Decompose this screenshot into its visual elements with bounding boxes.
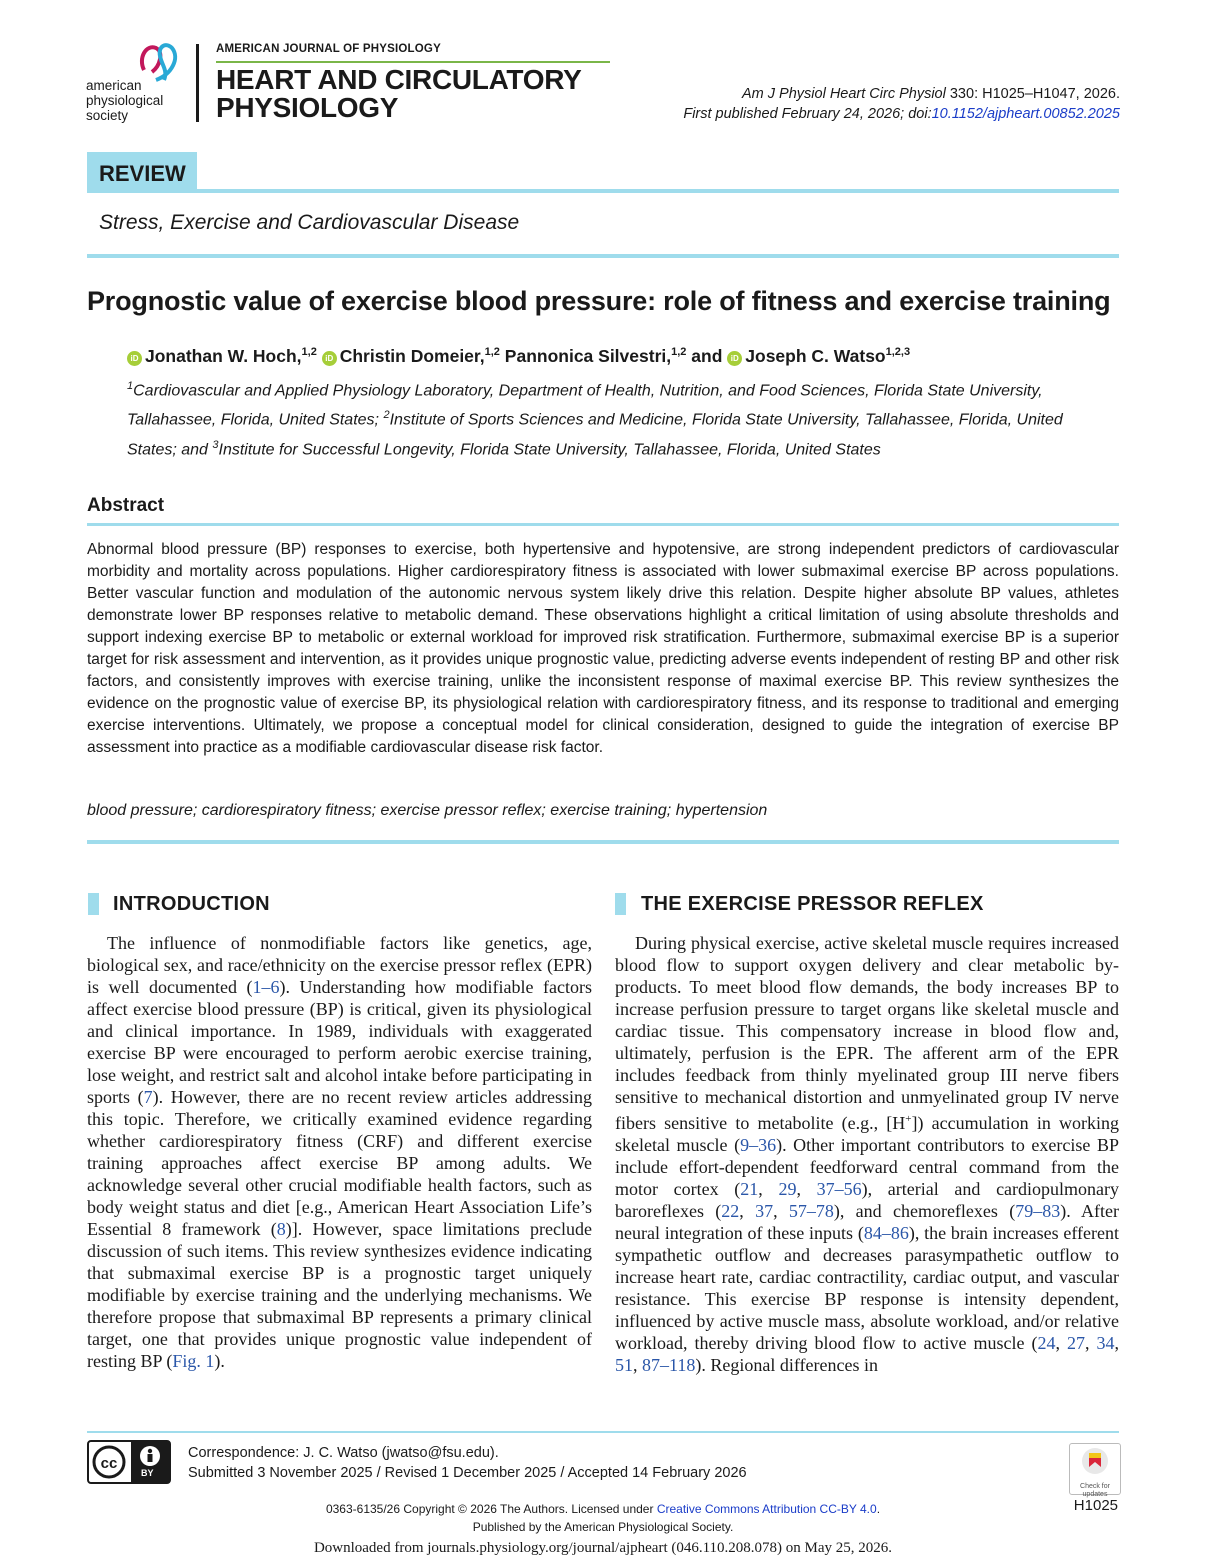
body-text: The influence of nonmodifiable factors like genetics, age, biological sex, and race/ethnicity on the exercise pressor reflex (EPR) is well documented ( <box>87 933 592 997</box>
copyright-period: . <box>876 1502 881 1516</box>
section-heading-introduction: INTRODUCTION <box>113 893 270 915</box>
body-text: )]. However, space limitations preclude discussion of such items. This review synthesizes evidence indicating that submaximal exercise BP is a prognostic target uniquely modifiable by exercise training and the underlying mechanisms. We therefore propose that submaximal BP represents a primary clinical target, one that provides unique prognostic value independent of resting BP ( <box>87 1219 592 1371</box>
header-divider <box>196 44 199 122</box>
body-text: , <box>773 1201 789 1221</box>
author-affil-sup: 1,2,3 <box>885 346 911 359</box>
reference-link[interactable]: 27 <box>1067 1333 1085 1353</box>
crossmark-label: Check for updates <box>1080 1483 1110 1498</box>
download-stamp: Downloaded from journals.physiology.org/journal/ajpheart (046.110.208.078) on May 25, 2026. <box>313 1540 893 1556</box>
submission-dates: Submitted 3 November 2025 / Revised 1 December 2025 / Accepted 14 February 2026 <box>188 1465 747 1481</box>
body-text: , <box>739 1201 756 1221</box>
reference-link[interactable]: 51 <box>615 1355 633 1375</box>
keywords: blood pressure; cardiorespiratory fitness; exercise pressor reflex; exercise training; hypertension <box>87 802 768 819</box>
exercise-pressor-reflex-text <box>615 932 1119 1376</box>
affil-sup: 2 <box>383 409 390 422</box>
society-name-line: society <box>86 108 129 123</box>
reference-link[interactable]: 1–6 <box>252 977 280 997</box>
body-text: ]) accumulation in working skeletal muscle ( <box>615 1113 1119 1155</box>
body-text: ). However, there are no recent review articles addressing this topic. Therefore, we critically examined evidence regarding whether cardiorespiratory fitness (CRF) and different exercise training approaches affect exercise BP among adults. We acknowledge several other crucial modifiable health factors, such as body weight status and diet [e.g., American Heart Association Life’s Essential 8 framework ( <box>87 1087 592 1239</box>
reference-link[interactable]: 79–83 <box>1015 1201 1061 1221</box>
affiliation: Institute for Successful Longevity, Florida State University, Tallahassee, Florida, United States <box>218 440 881 458</box>
body-text: , <box>758 1179 779 1199</box>
affil-sup: 1 <box>127 380 134 392</box>
reference-link[interactable]: 29 <box>778 1179 797 1199</box>
society-name-line: american <box>86 78 142 93</box>
citation-block <box>683 84 1120 124</box>
affiliation: Cardiovascular and Applied Physiology Laboratory, Department of Health, Nutrition, and Food Sciences, Florida State University, Tallahassee, Florida, United States; <box>127 382 1043 429</box>
body-text: ). Understanding how modifiable factors affect exercise blood pressure (BP) is critical, given its physiological and clinical importance. In 1989, individuals with exaggerated exercise BP were encouraged to perform aerobic exercise training, lose weight, and restrict salt and alcohol intake before participating in sports ( <box>87 977 592 1107</box>
body-text: ). Other important contributors to exercise BP include effort-dependent feedforward central command from the motor cortex ( <box>615 1135 1119 1199</box>
section-rule <box>87 254 1119 258</box>
affiliation: Institute of Sports Sciences and Medicine, Florida State University, Tallahassee, Florida, United States; and <box>127 411 1063 458</box>
correspondence: Correspondence: J. C. Watso (jwatso@fsu.edu). <box>188 1445 499 1461</box>
article-type: REVIEW <box>99 161 186 186</box>
author-name: Jonathan W. Hoch, <box>145 346 302 366</box>
body-text: ). <box>214 1351 225 1371</box>
body-text: , <box>796 1179 817 1199</box>
section-marker <box>88 893 99 915</box>
publisher: Published by the American Physiological Society. <box>472 1520 734 1534</box>
body-text: , <box>1114 1333 1120 1353</box>
body-text: , <box>1085 1333 1097 1353</box>
copyright-block <box>0 1500 1206 1536</box>
reference-link[interactable]: 9–36 <box>740 1135 777 1155</box>
body-text: ). After neural integration of these inputs ( <box>615 1201 1120 1243</box>
body-text: , <box>633 1355 642 1375</box>
article-title: Prognostic value of exercise blood pressure: role of fitness and exercise training <box>87 286 1111 316</box>
copyright-text: 0363-6135/26 Copyright © 2026 The Authors. Licensed under <box>325 1502 657 1516</box>
reference-link[interactable]: 87–118 <box>642 1355 696 1375</box>
author-name: Christin Domeier, <box>339 346 485 366</box>
journal-title-line: PHYSIOLOGY <box>216 92 399 123</box>
author-name: Joseph C. Watso <box>745 346 886 366</box>
reference-link[interactable]: 21 <box>740 1179 759 1199</box>
body-text: , <box>1055 1333 1067 1353</box>
introduction-text <box>87 932 592 1372</box>
section-rule <box>87 840 1119 844</box>
body-text: During physical exercise, active skeletal muscle requires increased blood flow to support oxygen delivery and clear metabolic by-products. To meet blood flow demands, the body increases BP to increase perfusion pressure to target organs like skeletal muscle and cardiac tissue. This compensatory increase in blood flow and, ultimately, perfusion is the EPR. The afferent arm of the EPR includes feedback from thinly myelinated group III nerve fibers sensitive to mechanical distortion and unmyelinated group IV nerve fibers sensitive to metabolite (e.g., [H <box>615 933 1119 1133</box>
reference-link[interactable]: 8 <box>276 1219 286 1239</box>
section-marker <box>615 893 626 915</box>
page-number: H1025 <box>1073 1497 1118 1514</box>
author-list <box>127 346 910 367</box>
reference-link[interactable]: 24 <box>1037 1333 1056 1353</box>
section-rule <box>87 189 1119 193</box>
body-text: ), arterial and cardiopulmonary baroreflexes ( <box>615 1179 1120 1221</box>
creative-commons-icon <box>89 1442 169 1482</box>
svg-text:cc: cc <box>100 1455 118 1472</box>
doi-link[interactable]: 10.1152/ajpheart.00852.2025 <box>931 106 1120 122</box>
author-conjunction: and <box>691 346 723 366</box>
orcid-icon[interactable]: iD <box>127 351 142 366</box>
reference-link[interactable]: 7 <box>143 1087 153 1107</box>
author-affil-sup: 1,2 <box>301 346 317 359</box>
section-heading-exercise-pressor-reflex: THE EXERCISE PRESSOR REFLEX <box>641 893 984 915</box>
license-link[interactable]: Creative Commons Attribution CC-BY 4.0 <box>656 1502 877 1516</box>
journal-title-line: HEART AND CIRCULATORY <box>216 64 582 95</box>
society-logo-mark <box>136 40 182 86</box>
reference-link[interactable]: 37–56 <box>816 1179 862 1199</box>
journal-supertitle: AMERICAN JOURNAL OF PHYSIOLOGY <box>216 43 441 55</box>
footer-rule <box>87 1431 1119 1433</box>
license-badge-label: BY <box>141 1468 154 1478</box>
reference-link[interactable]: Fig. 1 <box>172 1351 215 1371</box>
correspondence-block <box>188 1443 747 1483</box>
author-affil-sup: 1,2 <box>484 346 500 359</box>
society-name-line: physiological <box>86 93 164 108</box>
reference-link[interactable]: 84–86 <box>863 1223 909 1243</box>
crossmark-icon <box>1070 1444 1120 1478</box>
affil-sup: 3 <box>212 438 219 451</box>
cc-by-license-badge[interactable] <box>87 1440 171 1484</box>
journal-title <box>216 66 581 122</box>
reference-link[interactable]: 57–78 <box>788 1201 834 1221</box>
abstract-heading: Abstract <box>87 495 165 516</box>
orcid-icon[interactable]: iD <box>727 351 742 366</box>
body-text: ), and chemoreflexes ( <box>833 1201 1016 1221</box>
reference-link[interactable]: 22 <box>721 1201 740 1221</box>
affiliations <box>127 374 1107 462</box>
superscript: + <box>905 1113 912 1125</box>
header-green-rule <box>216 61 610 63</box>
first-published: First published February 24, 2026; doi: <box>683 106 932 122</box>
reference-link[interactable]: 34 <box>1096 1333 1115 1353</box>
reference-link[interactable]: 37 <box>755 1201 774 1221</box>
orcid-icon[interactable]: iD <box>322 351 337 366</box>
series-title: Stress, Exercise and Cardiovascular Disease <box>99 211 520 234</box>
check-for-updates-badge[interactable] <box>1069 1443 1121 1498</box>
section-rule <box>87 523 1119 526</box>
author-affil-sup: 1,2 <box>671 346 687 359</box>
body-text: ), the brain increases efferent sympathetic outflow and decreases parasympathetic outflow to increase heart rate, cardiac contractility, cardiac output, and vascular resistance. This exercise BP response is intensity dependent, influenced by active muscle mass, absolute workload, and/or relative workload, thereby driving blood flow to active muscle ( <box>615 1223 1119 1353</box>
society-logo <box>86 40 186 124</box>
citation-journal: Am J Physiol Heart Circ Physiol <box>741 86 946 102</box>
citation-volume: 330: H1025–H1047, 2026. <box>945 86 1120 102</box>
abstract-text: Abnormal blood pressure (BP) responses to exercise, both hypertensive and hypotensive, are strong independent predictors of cardiovascular morbidity and mortality across populations. Higher cardiorespiratory fitness is associated with lower submaximal exercise BP across populations. Better vascular function and modulation of the autonomic nervous system likely drive this relation. Despite higher absolute BP values, athletes demonstrate lower BP responses relative to metabolic demand. These observations highlight a critical limitation of using absolute thresholds and support indexing exercise BP to metabolic or external workload for improved risk stratification. Furthermore, submaximal exercise BP is a superior target for risk assessment and intervention, as it provides unique prognostic value, predicting adverse events independent of resting BP and other risk factors, and consistently improves with exercise training, unlike the inconsistent response of maximal exercise BP. This review synthesizes the evidence on the prognostic value of exercise BP, its physiological relation with cardiorespiratory fitness, and its response to traditional and emerging exercise interventions. Ultimately, we propose a conceptual model for clinical consideration, designed to guide the integration of exercise BP assessment into practice as a modifiable cardiovascular disease risk factor. <box>87 541 1119 756</box>
author-name: Pannonica Silvestri, <box>504 346 672 366</box>
body-text: ). Regional differences in <box>695 1355 878 1375</box>
